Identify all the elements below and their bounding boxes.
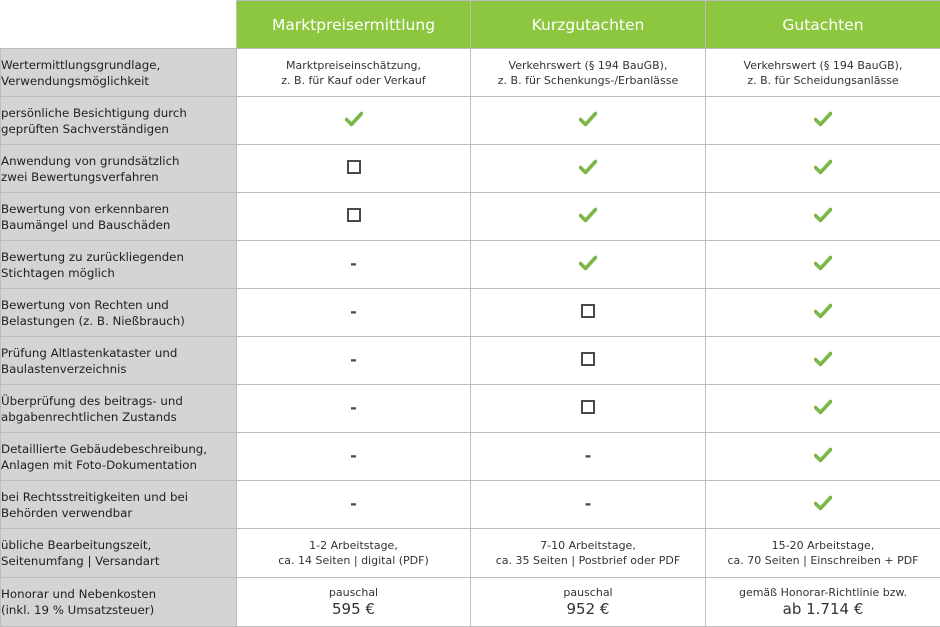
row-label-line1: Detaillierte Gebäudebeschreibung, <box>1 442 207 456</box>
check-icon <box>814 255 832 271</box>
value-cell <box>471 337 706 385</box>
cell-text-line1: 1-2 Arbeitstage, <box>237 538 470 553</box>
header-kurzgutachten: Kurzgutachten <box>471 1 706 49</box>
table-row <box>1 529 940 578</box>
dash-mark: - <box>585 496 592 512</box>
table-row <box>1 241 940 289</box>
price-note: pauschal <box>237 585 470 600</box>
value-cell <box>706 578 940 627</box>
row-label-line1: Honorar und Nebenkosten <box>1 587 156 601</box>
value-cell <box>471 578 706 627</box>
empty-box-icon <box>581 400 595 414</box>
row-label-line1: Bewertung von erkennbaren <box>1 202 169 216</box>
cell-text-line1: Verkehrswert (§ 194 BauGB), <box>706 58 940 73</box>
row-label-line1: Bewertung von Rechten und <box>1 298 169 312</box>
cell-text-line2: z. B. für Schenkungs-/Erbanlässe <box>471 73 705 88</box>
value-cell <box>237 145 471 193</box>
empty-box-icon <box>581 352 595 366</box>
dash-mark: - <box>350 400 357 416</box>
header-marktpreisermittlung: Marktpreisermittlung <box>237 1 471 49</box>
row-label <box>1 145 237 193</box>
table-body <box>1 49 940 627</box>
value-cell <box>471 385 706 433</box>
check-icon <box>814 495 832 511</box>
check-icon <box>579 111 597 127</box>
cell-text-line1: Verkehrswert (§ 194 BauGB), <box>471 58 705 73</box>
check-icon <box>814 303 832 319</box>
cell-text-line1: 15-20 Arbeitstage, <box>706 538 940 553</box>
value-cell <box>706 241 940 289</box>
value-cell <box>706 529 940 578</box>
table-row <box>1 385 940 433</box>
row-label-line2: Baulastenverzeichnis <box>1 362 127 376</box>
row-label-line1: Prüfung Altlastenkataster und <box>1 346 177 360</box>
row-label-line2: Belastungen (z. B. Nießbrauch) <box>1 314 185 328</box>
value-cell <box>237 337 471 385</box>
row-label-line1: persönliche Besichtigung durch <box>1 106 187 120</box>
value-cell <box>706 145 940 193</box>
row-label-line2: Seitenumfang | Versandart <box>1 554 159 568</box>
price-note: gemäß Honorar-Richtlinie bzw. <box>706 585 940 600</box>
row-label-line1: Anwendung von grundsätzlich <box>1 154 180 168</box>
value-cell <box>706 433 940 481</box>
empty-box-icon <box>347 208 361 222</box>
table-row <box>1 578 940 627</box>
value-cell <box>237 481 471 529</box>
table-row <box>1 193 940 241</box>
check-icon <box>579 159 597 175</box>
value-cell <box>471 241 706 289</box>
value-cell <box>471 145 706 193</box>
value-cell <box>471 49 706 97</box>
value-cell <box>706 49 940 97</box>
row-label <box>1 241 237 289</box>
value-cell <box>237 241 471 289</box>
row-label-line1: übliche Bearbeitungszeit, <box>1 538 151 552</box>
row-label-line2: Baumängel und Bauschäden <box>1 218 170 232</box>
cell-text-line2: z. B. für Scheidungsanlässe <box>706 73 940 88</box>
check-icon <box>814 447 832 463</box>
value-cell <box>237 385 471 433</box>
value-cell <box>471 481 706 529</box>
row-label-line2: Anlagen mit Foto-Dokumentation <box>1 458 197 472</box>
cell-text-line2: ca. 70 Seiten | Einschreiben + PDF <box>706 553 940 568</box>
row-label <box>1 529 237 578</box>
value-cell <box>706 481 940 529</box>
dash-mark: - <box>350 256 357 272</box>
cell-text-line2: ca. 35 Seiten | Postbrief oder PDF <box>471 553 705 568</box>
value-cell <box>237 289 471 337</box>
table-row <box>1 337 940 385</box>
dash-mark: - <box>350 448 357 464</box>
row-label-line1: Wertermittlungsgrundlage, <box>1 58 160 72</box>
table-row <box>1 49 940 97</box>
dash-mark: - <box>585 448 592 464</box>
check-icon <box>814 207 832 223</box>
row-label <box>1 578 237 627</box>
check-icon <box>814 399 832 415</box>
header-gutachten: Gutachten <box>706 1 940 49</box>
cell-text-line2: ca. 14 Seiten | digital (PDF) <box>237 553 470 568</box>
value-cell <box>471 193 706 241</box>
check-icon <box>814 351 832 367</box>
value-cell <box>237 578 471 627</box>
row-label <box>1 49 237 97</box>
check-icon <box>579 207 597 223</box>
dash-mark: - <box>350 352 357 368</box>
price-value: 952 € <box>471 600 705 619</box>
row-label-line2: Stichtagen möglich <box>1 266 115 280</box>
value-cell <box>706 193 940 241</box>
value-cell <box>471 97 706 145</box>
value-cell <box>471 529 706 578</box>
value-cell <box>471 289 706 337</box>
value-cell <box>706 97 940 145</box>
check-icon <box>579 255 597 271</box>
header-row <box>1 1 940 49</box>
row-label <box>1 385 237 433</box>
row-label-line2: zwei Bewertungsverfahren <box>1 170 159 184</box>
row-label <box>1 337 237 385</box>
row-label <box>1 97 237 145</box>
value-cell <box>471 433 706 481</box>
table-row <box>1 97 940 145</box>
row-label-line2: abgabenrechtlichen Zustands <box>1 410 177 424</box>
header-corner <box>1 1 237 49</box>
table-row <box>1 433 940 481</box>
row-label-line1: Überprüfung des beitrags- und <box>1 394 183 408</box>
row-label <box>1 481 237 529</box>
value-cell <box>706 289 940 337</box>
row-label <box>1 289 237 337</box>
check-icon <box>814 159 832 175</box>
table-row <box>1 289 940 337</box>
value-cell <box>237 49 471 97</box>
table-row <box>1 145 940 193</box>
value-cell <box>706 385 940 433</box>
cell-text-line2: z. B. für Kauf oder Verkauf <box>237 73 470 88</box>
row-label <box>1 433 237 481</box>
row-label <box>1 193 237 241</box>
dash-mark: - <box>350 496 357 512</box>
row-label-line1: bei Rechtsstreitigkeiten und bei <box>1 490 188 504</box>
price-note: pauschal <box>471 585 705 600</box>
value-cell <box>237 433 471 481</box>
value-cell <box>237 97 471 145</box>
empty-box-icon <box>347 160 361 174</box>
check-icon <box>814 111 832 127</box>
price-value: 595 € <box>237 600 470 619</box>
empty-box-icon <box>581 304 595 318</box>
value-cell <box>237 193 471 241</box>
row-label-line2: Verwendungsmöglichkeit <box>1 74 149 88</box>
row-label-line1: Bewertung zu zurückliegenden <box>1 250 184 264</box>
row-label-line2: Behörden verwendbar <box>1 506 132 520</box>
value-cell <box>237 529 471 578</box>
dash-mark: - <box>350 304 357 320</box>
row-label-line2: (inkl. 19 % Umsatzsteuer) <box>1 603 154 617</box>
price-value: ab 1.714 € <box>706 600 940 619</box>
table-row <box>1 481 940 529</box>
check-icon <box>345 111 363 127</box>
value-cell <box>706 337 940 385</box>
cell-text-line1: 7-10 Arbeitstage, <box>471 538 705 553</box>
cell-text-line1: Marktpreiseinschätzung, <box>237 58 470 73</box>
row-label-line2: geprüften Sachverständigen <box>1 122 169 136</box>
